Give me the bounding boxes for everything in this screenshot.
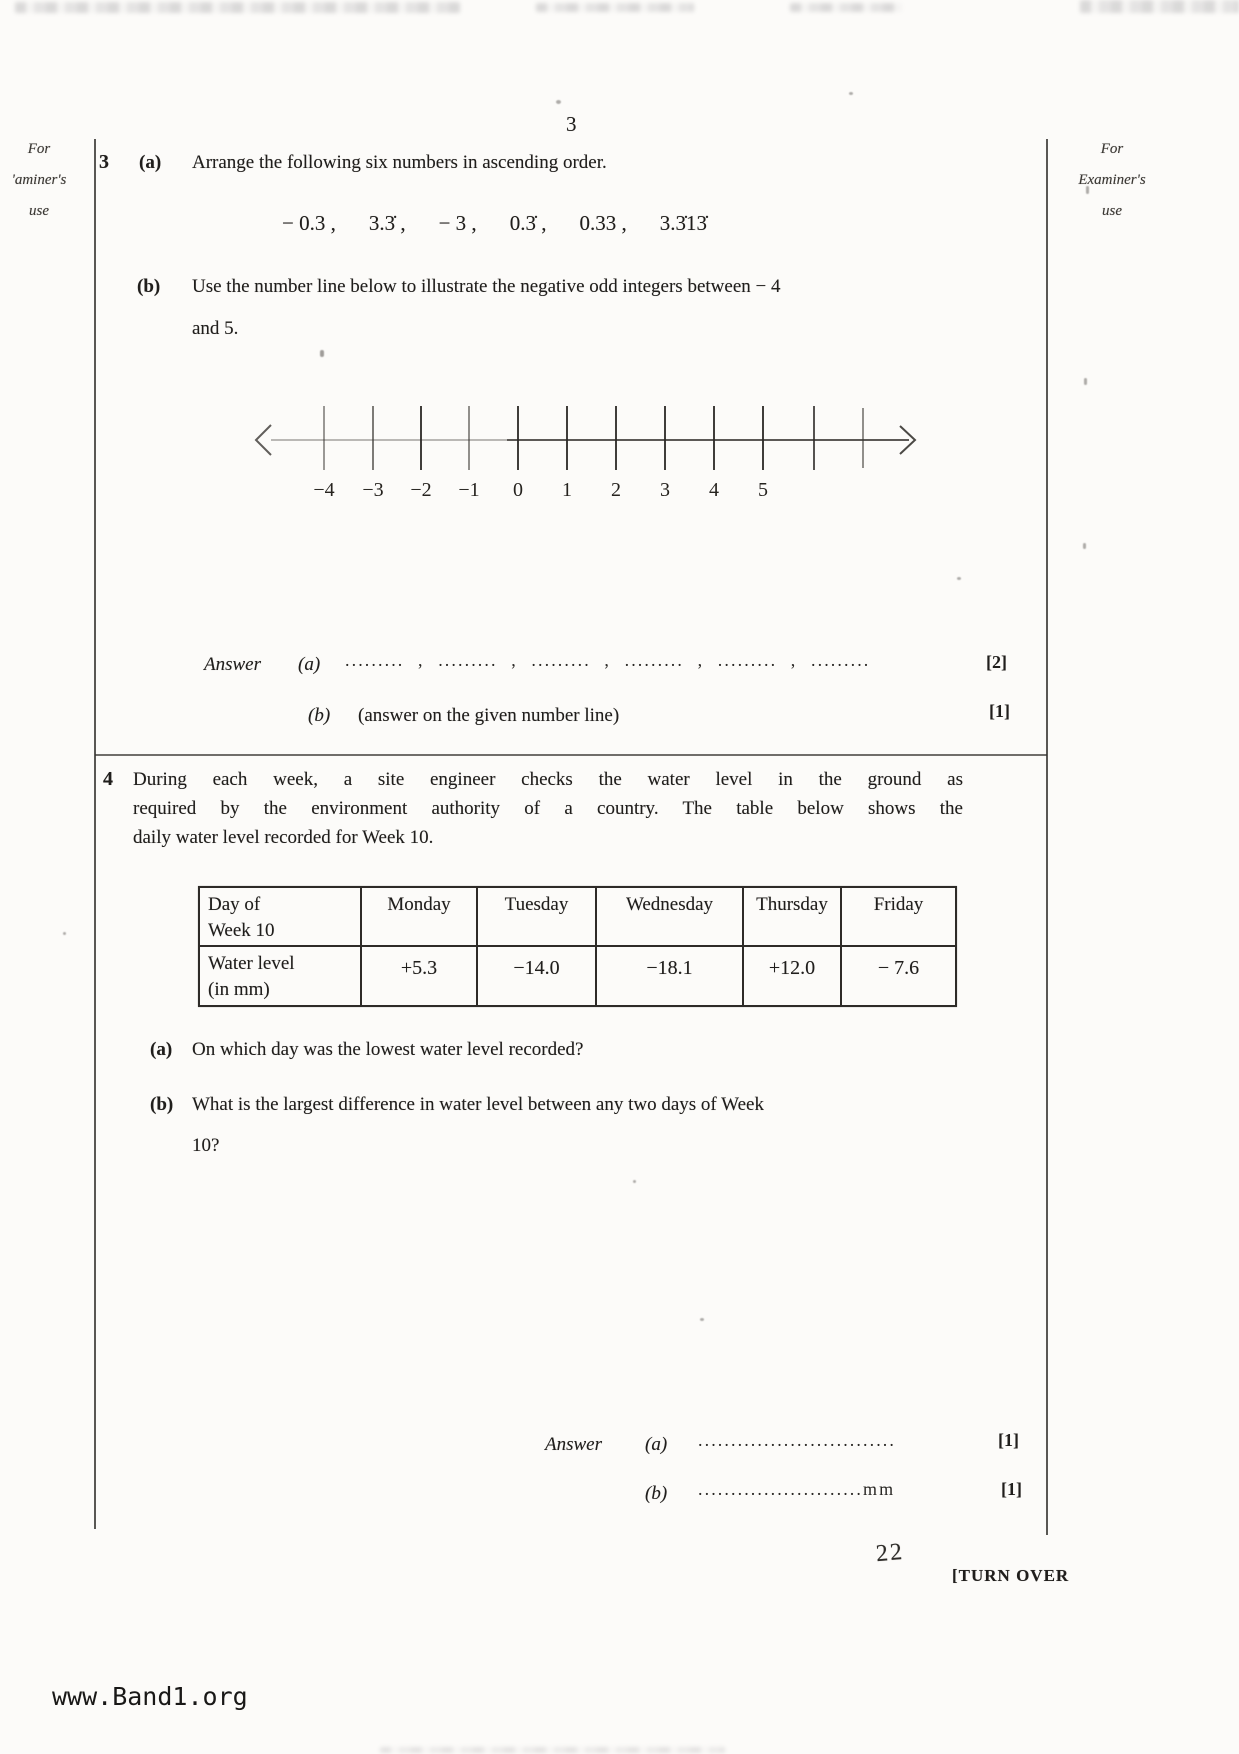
number-item: 3.3̇ , bbox=[368, 211, 406, 235]
number-line bbox=[245, 400, 925, 505]
q3-answer-a-marks: [2] bbox=[986, 652, 1007, 672]
water-level-table bbox=[198, 886, 957, 1007]
question-3a-label: (a) bbox=[139, 152, 162, 173]
handwritten-page-total: 22 bbox=[874, 1538, 906, 1568]
question-divider-rule bbox=[95, 754, 1047, 756]
tick-label: −4 bbox=[313, 479, 335, 501]
scan-speck bbox=[63, 932, 66, 935]
q3-answer-word: Answer bbox=[204, 654, 261, 675]
scan-artifact-top-right bbox=[790, 3, 902, 12]
examiner-note-line: use bbox=[1102, 203, 1122, 219]
table-header-day: Monday bbox=[360, 888, 476, 945]
question-3b-text-line2: and 5. bbox=[192, 318, 239, 339]
examiner-use-note-left bbox=[0, 134, 86, 227]
q3-answer-a-dotted-line: ......... , ......... , ......... , ......... , ......... , ......... bbox=[345, 650, 871, 670]
question-3b-text-line1: Use the number line below to illustrate the negative odd integers between − 4 bbox=[192, 276, 781, 297]
scan-speck bbox=[556, 100, 561, 104]
page-number: 3 bbox=[566, 112, 577, 136]
q3-answer-b-label: (b) bbox=[308, 705, 331, 726]
q4-answer-a-marks: [1] bbox=[998, 1430, 1019, 1450]
examiner-note-line: Examiner's bbox=[1078, 172, 1146, 188]
tick-label: 4 bbox=[709, 479, 719, 501]
scan-artifact-top-mid bbox=[536, 3, 694, 12]
table-value: +5.3 bbox=[360, 945, 476, 1005]
tick-label: 2 bbox=[611, 479, 621, 501]
scan-speck bbox=[849, 92, 853, 95]
scan-speck bbox=[700, 1318, 704, 1321]
right-margin-rule bbox=[1046, 139, 1048, 1535]
question-3a-text: Arrange the following six numbers in ascending order. bbox=[192, 152, 607, 173]
scan-artifact-top-corner bbox=[1080, 0, 1239, 13]
watermark-url: www.Band1.org bbox=[52, 1682, 248, 1711]
scan-speck bbox=[320, 350, 324, 357]
table-corner-header bbox=[200, 888, 360, 945]
scan-speck bbox=[1084, 378, 1087, 385]
question-3-number: 3 bbox=[99, 151, 109, 173]
q3-answer-a-label: (a) bbox=[298, 654, 321, 675]
q3-answer-b-text: (answer on the given number line) bbox=[358, 705, 620, 726]
table-header-day: Tuesday bbox=[476, 888, 595, 945]
question-4a-label: (a) bbox=[150, 1039, 173, 1060]
table-value: +12.0 bbox=[742, 945, 840, 1005]
question-4b-label: (b) bbox=[150, 1094, 174, 1115]
q4-answer-b-marks: [1] bbox=[1001, 1479, 1022, 1499]
tick-label: −2 bbox=[410, 479, 432, 501]
q4-answer-b-label: (b) bbox=[645, 1483, 668, 1504]
tick-label: 0 bbox=[513, 479, 523, 501]
question-3b-label: (b) bbox=[137, 276, 161, 297]
q3-answer-b-marks: [1] bbox=[989, 701, 1010, 721]
examiner-note-line: use bbox=[29, 203, 49, 219]
left-arrow-icon bbox=[256, 425, 271, 455]
number-item: − 0.3 , bbox=[282, 211, 336, 235]
scan-artifact-bottom bbox=[380, 1747, 725, 1753]
q4-answer-a-dotted-line: .............................. bbox=[698, 1430, 896, 1450]
number-item: − 3 , bbox=[438, 211, 477, 235]
tick-label: −3 bbox=[362, 479, 384, 501]
scan-speck bbox=[1083, 543, 1086, 549]
row-label-line: Water level bbox=[208, 953, 295, 974]
table-value: −14.0 bbox=[476, 945, 595, 1005]
scan-speck bbox=[957, 577, 961, 580]
q4-answer-b-dotted-line: .........................mm bbox=[698, 1479, 896, 1499]
number-item: 0.33 , bbox=[579, 211, 627, 235]
q4-answer-a-label: (a) bbox=[645, 1434, 668, 1455]
question-4-intro-line2: required by the environment authority of a country. The table below shows the bbox=[133, 798, 963, 819]
examiner-note-line: For bbox=[27, 141, 51, 157]
left-margin-rule bbox=[94, 139, 96, 1529]
table-header-day: Friday bbox=[840, 888, 955, 945]
examiner-note-line: 'aminer's bbox=[11, 172, 67, 188]
tick-label: −1 bbox=[458, 479, 480, 501]
examiner-use-note-right bbox=[1056, 134, 1168, 227]
scan-speck bbox=[633, 1180, 636, 1183]
question-4-intro-line3: daily water level recorded for Week 10. bbox=[133, 827, 434, 848]
q4-answer-word: Answer bbox=[545, 1434, 602, 1455]
scan-artifact-top-left bbox=[15, 2, 460, 13]
question-3a-number-list bbox=[282, 206, 707, 240]
row-label-line: (in mm) bbox=[208, 979, 270, 1000]
examiner-note-line: For bbox=[1100, 141, 1124, 157]
turn-over-instruction: [TURN OVER bbox=[952, 1566, 1070, 1585]
table-value: − 7.6 bbox=[840, 945, 955, 1005]
tick-label: 5 bbox=[758, 479, 768, 501]
question-4-number: 4 bbox=[103, 768, 113, 790]
corner-line: Week 10 bbox=[208, 920, 275, 941]
table-row-label bbox=[200, 945, 360, 1005]
tick-label: 3 bbox=[660, 479, 670, 501]
question-4b-text-line2: 10? bbox=[192, 1135, 220, 1156]
table-header-day: Thursday bbox=[742, 888, 840, 945]
table-value: −18.1 bbox=[595, 945, 742, 1005]
table-header-day: Wednesday bbox=[595, 888, 742, 945]
number-item: 3.3̇13̇ bbox=[659, 211, 707, 235]
question-4a-text: On which day was the lowest water level recorded? bbox=[192, 1039, 584, 1060]
tick-label: 1 bbox=[562, 479, 572, 501]
question-4b-text-line1: What is the largest difference in water level between any two days of Week bbox=[192, 1094, 764, 1115]
number-item: 0.3̇ , bbox=[509, 211, 547, 235]
corner-line: Day of bbox=[208, 894, 261, 915]
question-4-intro-line1: During each week, a site engineer checks the water level in the ground as bbox=[133, 769, 963, 790]
